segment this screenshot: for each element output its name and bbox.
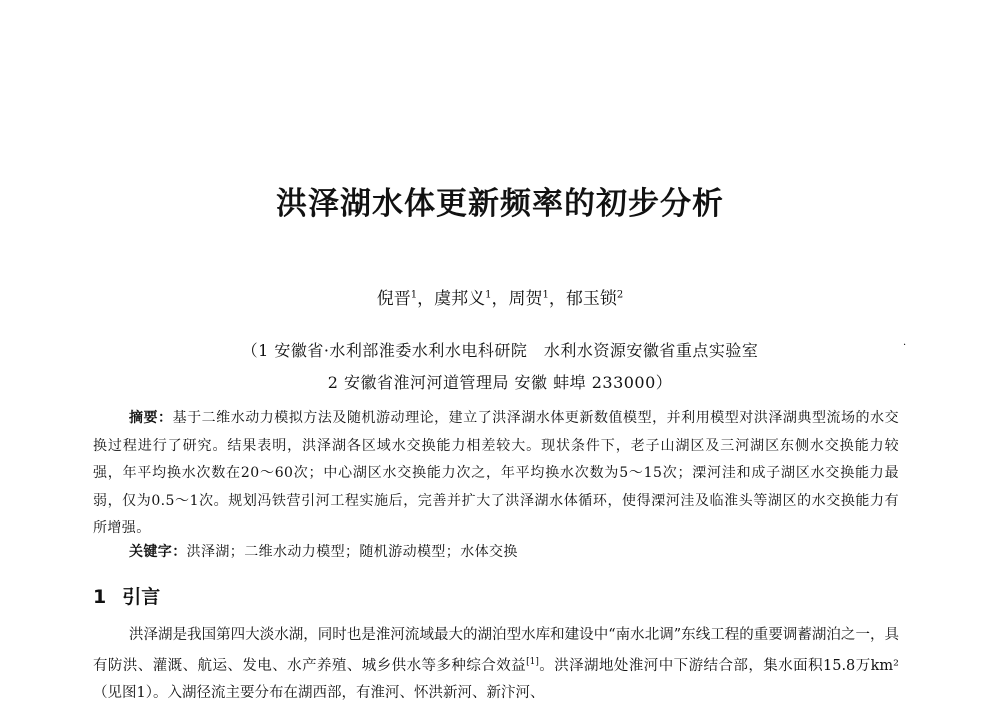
affiliation-line-1: （1 安徽省·水利部淮委水利水电科研院 水利水资源安徽省重点实验室 bbox=[241, 341, 759, 360]
abstract-paragraph bbox=[93, 405, 899, 543]
body-text-part-1: 洪泽湖是我国第四大淡水湖，同时也是淮河流域最大的湖泊型水库和建设中“南水北调”东线工程的重要调蓄湖泊之一，具有防洪、灌溉、航运、发电、水产养殖、城乡供水等多种综合效益 bbox=[93, 627, 899, 674]
author-separator: ， bbox=[491, 289, 509, 309]
scan-dot-mark: · bbox=[903, 340, 907, 351]
author-affiliation-mark: 1 bbox=[410, 289, 418, 301]
paper-title: 洪泽湖水体更新频率的初步分析 bbox=[276, 186, 724, 222]
body-text-part-2: 。洪泽湖地处淮河中下游结合部，集水面积15.8万km²（见图1）。入湖径流主要分布在湖西部，有淮河、怀洪新河、新汴河、 bbox=[93, 657, 899, 701]
section-heading bbox=[93, 582, 160, 609]
section-number: 1 bbox=[93, 586, 107, 608]
author-separator: ， bbox=[548, 289, 566, 309]
citation-ref[interactable]: [1] bbox=[526, 657, 539, 667]
author-name: 郁玉锁 bbox=[565, 289, 617, 309]
author-name: 周贺 bbox=[508, 289, 543, 309]
author-affiliation-mark: 2 bbox=[616, 289, 624, 301]
author-affiliation-mark: 1 bbox=[542, 289, 549, 301]
section-title: 引言 bbox=[122, 586, 161, 608]
abstract-text: 基于二维水动力模拟方法及随机游动理论，建立了洪泽湖水体更新数值模型，并利用模型对洪泽湖典型流场的水交换过程进行了研究。结果表明，洪泽湖各区域水交换能力相差较大。现状条件下，老子山湖区及三河湖区东侧水交换能力较强，年平均换水次数在20～60次；中心湖区水交换能力次之，年平均换水次数为5～15次；溧河洼和成子湖区水交换能力最弱，仅为0.5～1次。规划冯铁营引河工程实施后，完善并扩大了洪泽湖水体循环，使得溧河洼及临淮头等湖区的水交换能力有所增强。 bbox=[93, 410, 899, 536]
affiliation-line-2: 2 安徽省淮河河道管理局 安徽 蚌埠 233000） bbox=[327, 373, 673, 392]
abstract-label: 摘要： bbox=[129, 410, 173, 426]
author-separator: ， bbox=[417, 289, 435, 309]
body-paragraph bbox=[93, 622, 899, 707]
author-list bbox=[0, 284, 1000, 309]
keywords-text: 洪泽湖；二维水动力模型；随机游动模型；水体交换 bbox=[186, 544, 518, 560]
author-affiliation-mark: 1 bbox=[485, 289, 492, 301]
author-name: 虞邦义 bbox=[434, 289, 486, 309]
author-name: 倪晋 bbox=[376, 289, 411, 309]
keywords-label: 关键字： bbox=[129, 544, 187, 560]
keywords-line bbox=[129, 541, 518, 561]
